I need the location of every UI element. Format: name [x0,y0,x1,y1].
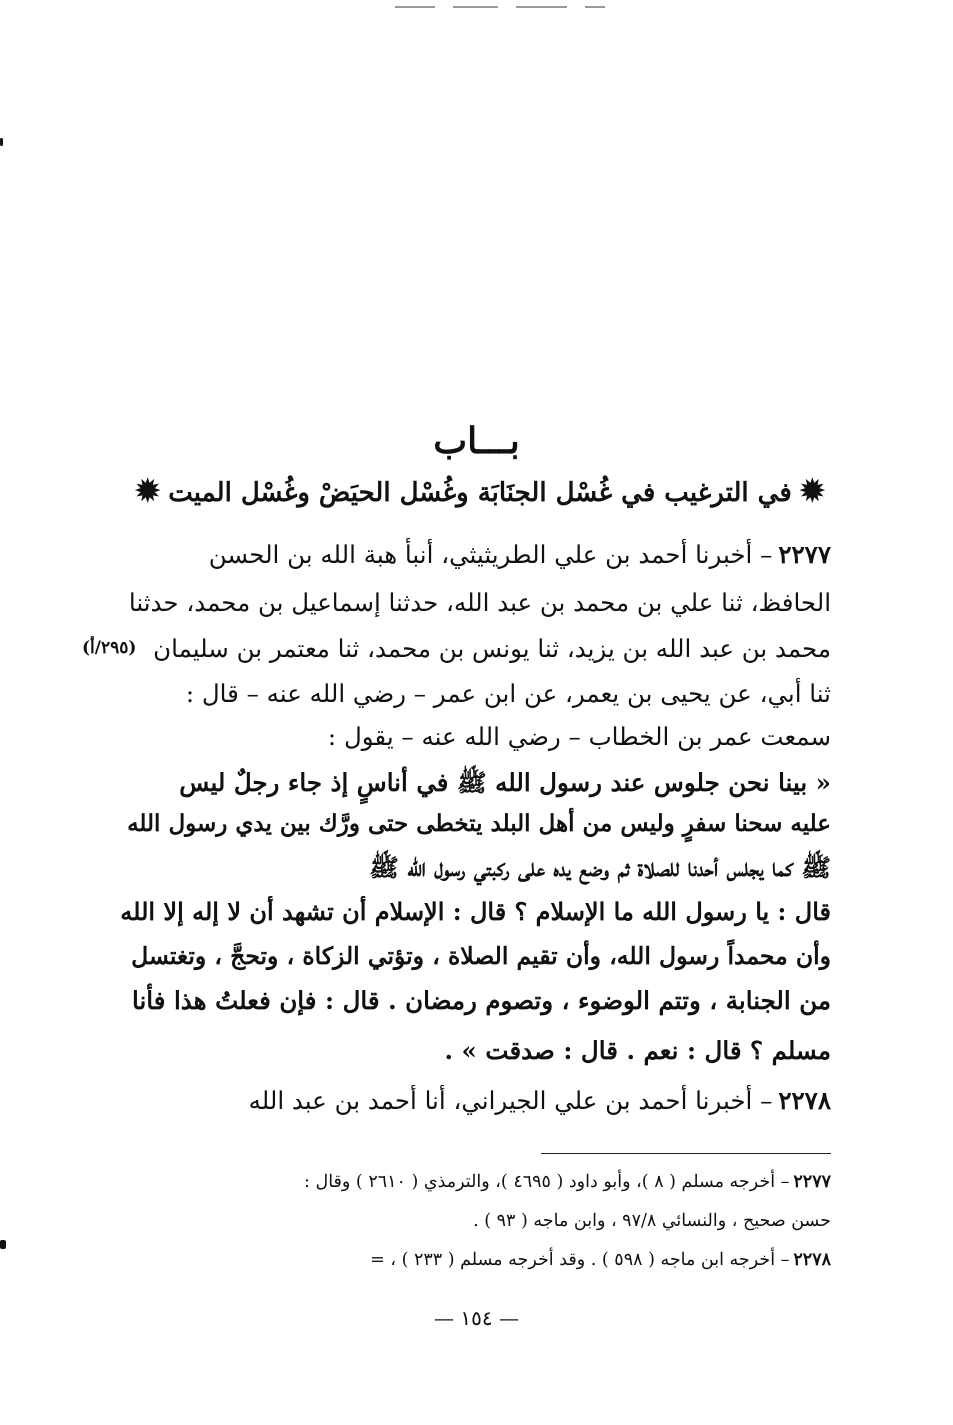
hadith-2277-matn-line: وأن محمداً رسول الله، وأن تقيم الصلاة ، وتؤتي الزكاة ، وتحجَّ ، وتغتسل [131,942,831,970]
page-number: — ١٥٤ — [434,1306,519,1330]
hadith-number: ٢٢٧٧ [778,540,831,569]
footnote-2277-cont: حسن صحيح ، والنسائي ٩٧/٨ ، وابن ماجه ( ٩٣ ) . [473,1211,831,1231]
scan-edge-mark [0,1240,6,1249]
hadith-2277-matn-line: « بينا نحن جلوس عند رسول الله ﷺ في أناسٍ إذ جاء رجلٌ ليس [179,768,831,797]
scan-artifact-lines [395,4,605,10]
footnote-2278: ٢٢٧٨– أخرجه ابن ماجه ( ٥٩٨ ) . وقد أخرجه مسلم ( ٢٣٣ ) ، = [370,1250,831,1270]
hadith-2278-line: ٢٢٧٨– أخبرنا أحمد بن علي الجيراني، أنا أحمد بن عبد الله [248,1086,831,1115]
hadith-2277-line: ثنا أبي، عن يحيى بن يعمر، عن ابن عمر – رضي الله عنه – قال : [185,679,831,708]
hadith-2277-line: ٢٢٧٧– أخبرنا أحمد بن علي الطريثيثي، أنبأ هبة الله بن الحسن [208,540,831,569]
hadith-2277-matn-line: ﷺ كما يجلس أحدنا للصلاة ثم وضع يده على ركبتي رسول الله ﷺ [369,853,831,882]
chapter-heading-text: في الترغيب في غُسْل الجنَابَة وغُسْل الحيَضْ وغُسْل الميت [168,478,792,508]
ornament-star-icon: ✹ [799,474,825,509]
hadith-number: ٢٢٧٨ [778,1086,831,1115]
footnote-number: ٢٢٧٧ [793,1172,831,1192]
hadith-2277-line: سمعت عمر بن الخطاب – رضي الله عنه – يقول : [327,722,831,751]
manuscript-folio-ref: (٢٩٥/أ) [82,638,137,658]
hadith-2277-matn-line: من الجنابة ، وتتم الوضوء ، وتصوم رمضان . قال : فإن فعلتُ هذا فأنا [131,986,831,1015]
hadith-2277-matn-line: قال : يا رسول الله ما الإسلام ؟ قال : الإسلام أن تشهد أن لا إله إلا الله [120,897,831,926]
hadith-2277-matn-line: عليه سحنا سفرٍ وليس من أهل البلد يتخطى حتى ورَّك بين يدي رسول الله [127,810,831,837]
hadith-2277-line: محمد بن عبد الله بن يزيد، ثنا يونس بن محمد، ثنا معتمر بن سليمان [153,634,831,663]
chapter-title: بـــاب [433,420,520,462]
hadith-2277-matn-line: مسلم ؟ قال : نعم . قال : صدقت » . [444,1036,831,1065]
hadith-2277-line: الحافظ، ثنا علي بن محمد بن عبد الله، حدثنا إسماعيل بن محمد، حدثنا [128,588,831,617]
ornament-star-icon: ✹ [135,474,161,509]
chapter-heading [100,474,860,509]
scan-edge-mark [0,138,3,146]
footnote-divider [541,1153,831,1154]
footnote-number: ٢٢٧٨ [793,1250,831,1270]
footnote-2277: ٢٢٧٧– أخرجه مسلم ( ٨ )، وأبو داود ( ٤٦٩٥ )، والترمذي ( ٢٦١٠ ) وقال : [304,1172,831,1192]
